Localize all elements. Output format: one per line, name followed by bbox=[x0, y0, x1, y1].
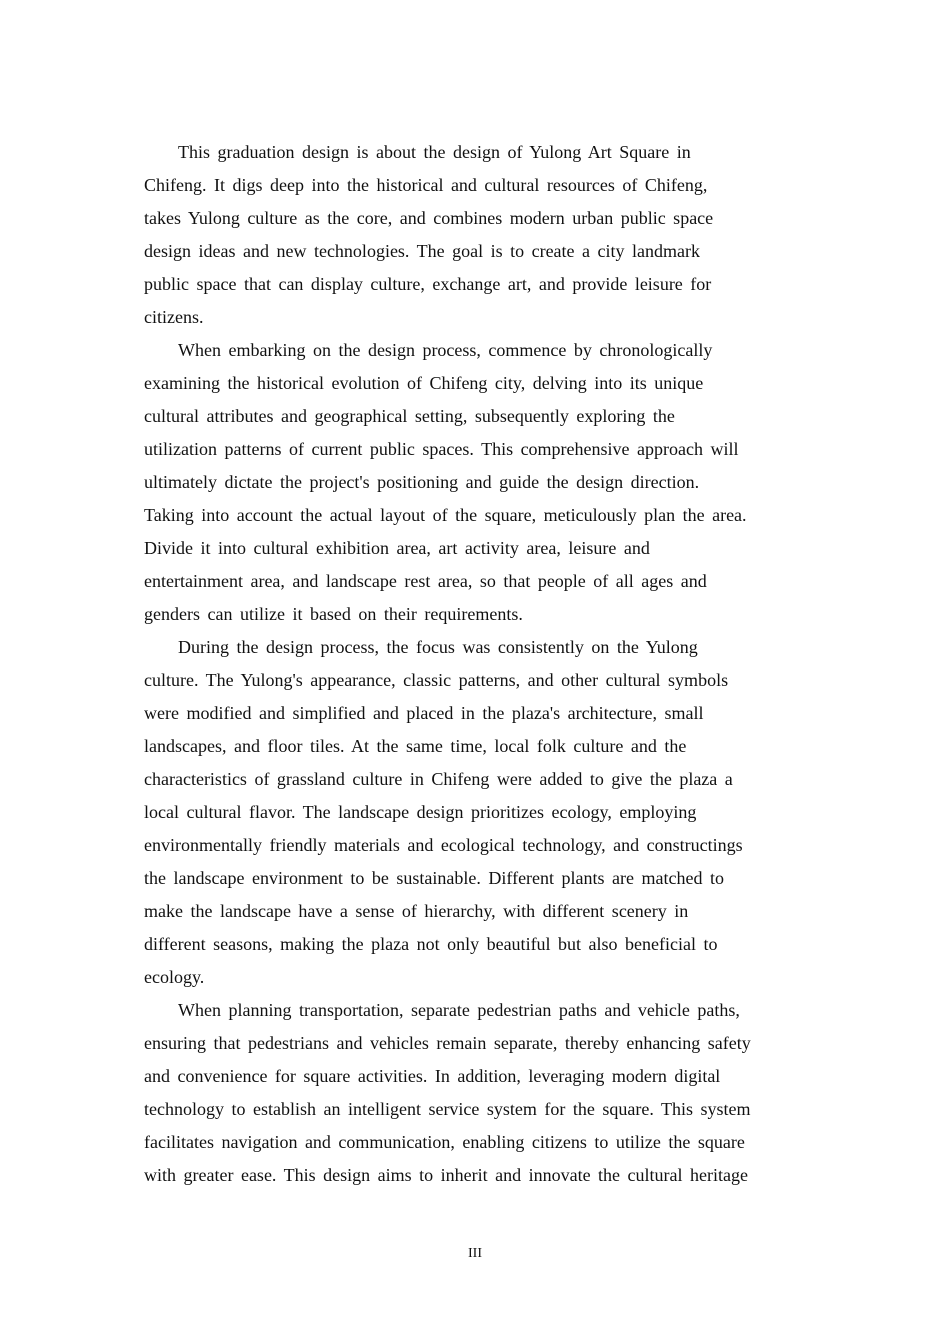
text-line: design ideas and new technologies. The goal is to create a city landmark bbox=[144, 241, 700, 261]
text-line: local cultural flavor. The landscape design prioritizes ecology, employing bbox=[144, 802, 697, 822]
text-line: Chifeng. It digs deep into the historical and cultural resources of Chifeng, bbox=[144, 175, 708, 195]
text-line: When embarking on the design process, commence by chronologically bbox=[178, 340, 713, 360]
paragraph bbox=[144, 136, 808, 334]
paragraph bbox=[144, 994, 808, 1192]
text-line: landscapes, and floor tiles. At the same time, local folk culture and the bbox=[144, 736, 687, 756]
text-line: citizens. bbox=[144, 307, 204, 327]
text-line: Divide it into cultural exhibition area, art activity area, leisure and bbox=[144, 538, 650, 558]
text-line: ensuring that pedestrians and vehicles remain separate, thereby enhancing safety bbox=[144, 1033, 751, 1053]
text-line: characteristics of grassland culture in Chifeng were added to give the plaza a bbox=[144, 769, 733, 789]
text-line: When planning transportation, separate pedestrian paths and vehicle paths, bbox=[178, 1000, 740, 1020]
text-line: make the landscape have a sense of hierarchy, with different scenery in bbox=[144, 901, 689, 921]
text-line: takes Yulong culture as the core, and combines modern urban public space bbox=[144, 208, 714, 228]
text-line: technology to establish an intelligent service system for the square. This system bbox=[144, 1099, 751, 1119]
text-line: This graduation design is about the design of Yulong Art Square in bbox=[178, 142, 691, 162]
text-line: the landscape environment to be sustainable. Different plants are matched to bbox=[144, 868, 724, 888]
page-number: III bbox=[468, 1246, 482, 1261]
abstract-body bbox=[144, 136, 808, 1192]
text-line: public space that can display culture, exchange art, and provide leisure for bbox=[144, 274, 712, 294]
text-line: environmentally friendly materials and ecological technology, and constructings bbox=[144, 835, 743, 855]
text-line: with greater ease. This design aims to inherit and innovate the cultural heritage bbox=[144, 1165, 748, 1185]
text-line: facilitates navigation and communication, enabling citizens to utilize the square bbox=[144, 1132, 745, 1152]
text-line: were modified and simplified and placed in the plaza's architecture, small bbox=[144, 703, 704, 723]
text-line: and convenience for square activities. In addition, leveraging modern digital bbox=[144, 1066, 721, 1086]
text-line: ecology. bbox=[144, 967, 205, 987]
paragraph bbox=[144, 631, 808, 994]
text-line: genders can utilize it based on their requirements. bbox=[144, 604, 523, 624]
text-line: ultimately dictate the project's positioning and guide the design direction. bbox=[144, 472, 700, 492]
text-line: different seasons, making the plaza not only beautiful but also beneficial to bbox=[144, 934, 718, 954]
text-line: cultural attributes and geographical setting, subsequently exploring the bbox=[144, 406, 675, 426]
paragraph bbox=[144, 334, 808, 631]
text-line: During the design process, the focus was consistently on the Yulong bbox=[178, 637, 698, 657]
text-line: utilization patterns of current public spaces. This comprehensive approach will bbox=[144, 439, 739, 459]
text-line: examining the historical evolution of Chifeng city, delving into its unique bbox=[144, 373, 704, 393]
text-line: culture. The Yulong's appearance, classic patterns, and other cultural symbols bbox=[144, 670, 729, 690]
text-line: entertainment area, and landscape rest area, so that people of all ages and bbox=[144, 571, 707, 591]
text-line: Taking into account the actual layout of the square, meticulously plan the area. bbox=[144, 505, 747, 525]
